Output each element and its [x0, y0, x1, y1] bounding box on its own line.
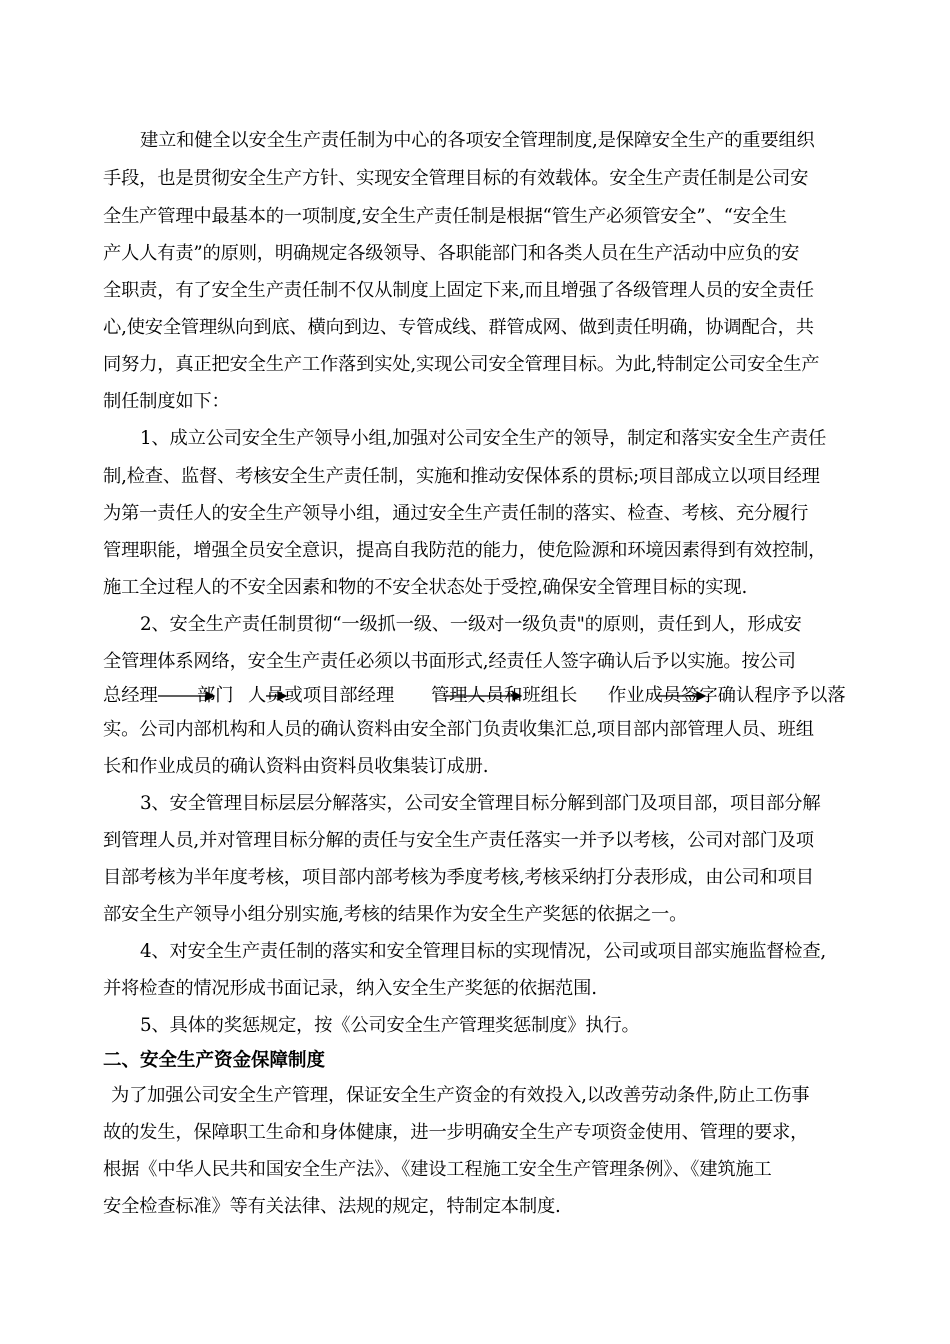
text-line: 全职责，有了安全生产责任制不仅从制度上固定下来,而且增强了各级管理人员的安全责任 — [103, 280, 814, 301]
text-line: 同努力，真正把安全生产工作落到实处,实现公司安全管理目标。为此,特制定公司安全生产 — [103, 354, 820, 375]
text-line: 全生产管理中最基本的一项制度,安全生产责任制是根据“管生产必须管安全”、“安全生 — [103, 206, 787, 227]
text-line: 心,使安全管理纵向到底、横向到边、专管成线、群管成网、做到责任明确，协调配合，共 — [103, 317, 814, 338]
text-line: 长和作业成员的确认资料由资料员收集装订成册. — [103, 756, 489, 777]
text-line: 产人人有责”的原则，明确规定各级领导、各职能部门和各类人员在生产活动中应负的安 — [103, 243, 800, 264]
text-line: 到管理人员,并对管理目标分解的责任与安全生产责任落实一并予以考核，公司对部门及项 — [103, 830, 814, 851]
approval-flow-line — [103, 679, 863, 705]
text-line: 目部考核为半年度考核，项目部内部考核为季度考核,考核采纳打分表形成，由公司和项目 — [103, 867, 814, 888]
text-line: 1、成立公司安全生产领导小组,加强对公司安全生产的领导，制定和落实安全生产责任 — [140, 428, 827, 449]
section-heading: 二、安全生产资金保障制度 — [103, 1050, 326, 1071]
text-line: 安全检查标准》等有关法律、法规的规定，特制定本制度. — [103, 1196, 561, 1217]
text-line: 5、具体的奖惩规定，按《公司安全生产管理奖惩制度》执行。 — [140, 1015, 640, 1036]
text-line: 并将检查的情况形成书面记录，纳入安全生产奖惩的依据范围. — [103, 978, 597, 999]
flow-step-managers: 管理人员和班组长 — [431, 685, 578, 706]
text-line: 根据《中华人民共和国安全生产法》、《建设工程施工安全生产管理条例》、《建筑施工 — [103, 1159, 772, 1180]
text-line: 管理职能，增强全员安全意识，提高自我防范的能力，使危险源和环境因素得到有效控制， — [103, 540, 827, 561]
text-line: 建立和健全以安全生产责任制为中心的各项安全管理制度,是保障安全生产的重要组织 — [140, 130, 815, 151]
text-line: 2、安全生产责任制贯彻“一级抓一级、一级对一级负责"的原则，责任到人，形成安 — [140, 614, 802, 635]
flow-step-workers: 作业成员签字确认程序予以落 — [608, 685, 846, 706]
text-line: 为第一责任人的安全生产领导小组，通过安全生产责任制的落实、检查、考核、充分履行 — [103, 503, 809, 524]
text-line: 4、对安全生产责任制的落实和安全管理目标的实现情况，公司或项目部实施监督检查, — [140, 941, 827, 962]
text-line: 故的发生，保障职工生命和身体健康，进一步明确安全生产专项资金使用、管理的要求， — [103, 1122, 809, 1143]
text-line: 全管理体系网络，安全生产责任必须以书面形式,经责任人签字确认后予以实施。按公司 — [103, 651, 796, 672]
text-line: 制,检查、监督、考核安全生产责任制，实施和推动安保体系的贯标;项目部成立以项目经理 — [103, 466, 820, 487]
flow-step-personnel: 人员或项目部经理 — [248, 685, 395, 706]
text-line: 实。公司内部机构和人员的确认资料由安全部门负责收集汇总,项目部内部管理人员、班组 — [103, 719, 814, 740]
flow-step-department: 部门 — [197, 685, 234, 706]
text-line: 3、安全管理目标层层分解落实，公司安全管理目标分解到部门及项目部，项目部分解 — [140, 793, 821, 814]
text-line: 制任制度如下： — [103, 391, 230, 412]
flow-step-general-manager: 总经理 — [103, 685, 158, 706]
text-line: 部安全生产领导小组分别实施,考核的结果作为安全生产奖惩的依据之一。 — [103, 904, 688, 925]
text-line: 为了加强公司安全生产管理，保证安全生产资金的有效投入,以改善劳动条件,防止工伤事 — [111, 1085, 810, 1106]
text-line: 施工全过程人的不安全因素和物的不安全状态处于受控,确保安全管理目标的实现. — [103, 577, 748, 598]
text-line: 手段，也是贯彻安全生产方针、实现安全管理目标的有效载体。安全生产责任制是公司安 — [103, 168, 809, 189]
